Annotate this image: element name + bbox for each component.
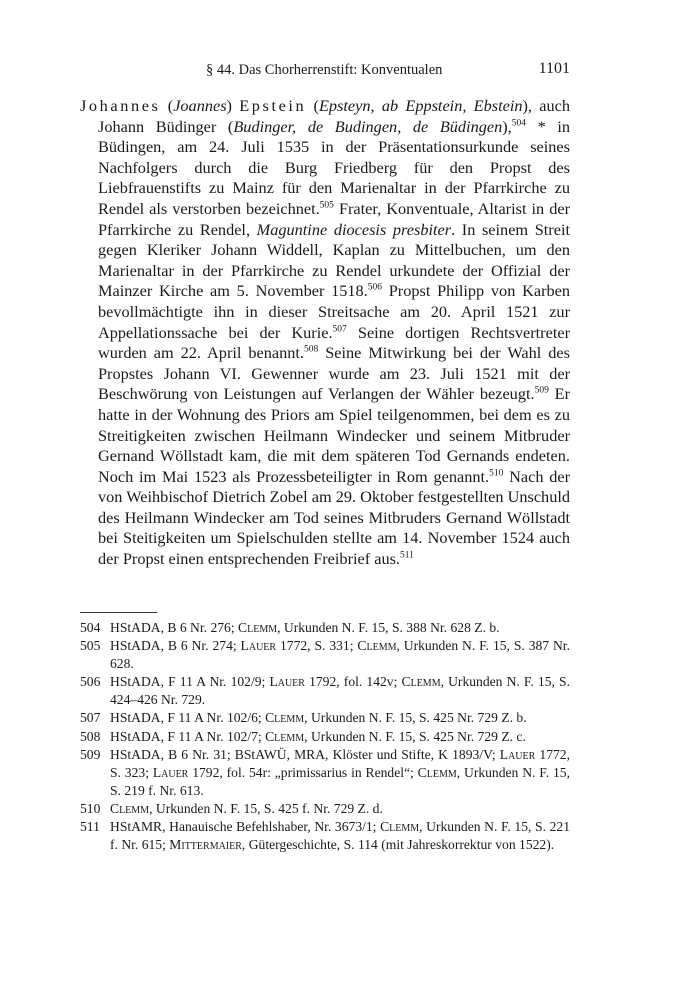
- footnote-item: 505 HStADA, B 6 Nr. 274; Lauer 1772, S. 331; Clemm, Urkunden N. F. 15, S. 387 Nr. 628.: [80, 638, 570, 672]
- footnote-item: 507 HStADA, F 11 A Nr. 102/6; Clemm, Urkunden N. F. 15, S. 425 Nr. 729 Z. b.: [80, 709, 570, 727]
- footnote-ref-507[interactable]: 507: [332, 324, 347, 335]
- footnote-number: 508: [80, 728, 101, 744]
- footnote-ref-504[interactable]: 504: [511, 118, 526, 129]
- footnote-number: 510: [80, 800, 101, 816]
- page-number: 1101: [538, 60, 570, 77]
- footnote-ref-505[interactable]: 505: [319, 200, 334, 211]
- footnote-ref-510[interactable]: 510: [489, 468, 504, 479]
- alias-variants: Budinger, de Budingen, de Büdingen: [233, 116, 503, 136]
- footnote-item: 509 HStADA, B 6 Nr. 31; BStAWÜ, MRA, Klöster und Stifte, K 1893/V; Lauer 1772, S. 323; Lauer 1792, fol. 54r: „primissarius in Rendel“; Clemm, Urkunden N. F. 15, S. 219 f. Nr. 613.: [80, 746, 570, 798]
- running-header: [80, 60, 570, 84]
- footnote-number: 509: [80, 746, 101, 762]
- footnote-ref-511[interactable]: 511: [400, 550, 414, 561]
- footnote-item: 506 HStADA, F 11 A Nr. 102/9; Lauer 1792, fol. 142v; Clemm, Urkunden N. F. 15, S. 424–426 Nr. 729.: [80, 674, 570, 708]
- footnote-number: 504: [80, 620, 101, 635]
- entry-surname: Epstein: [239, 96, 307, 115]
- footnote-number: 507: [80, 710, 101, 726]
- footnote-ref-506[interactable]: 506: [367, 282, 382, 293]
- footnotes: [80, 619, 570, 854]
- footnote-number: 505: [80, 638, 101, 654]
- footnote-item: 510 Clemm, Urkunden N. F. 15, S. 425 f. Nr. 729 Z. d.: [80, 800, 570, 818]
- footnote-divider: [80, 612, 157, 613]
- footnote-ref-508[interactable]: 508: [303, 344, 319, 355]
- entry-paragraph: Johannes (Joannes) Epstein (Epsteyn, ab Eppstein, Ebstein), auch Johann Büdinger (Budinger, de Budingen, de Büdingen),$^{504}$ * in Büdingen, am 24. Juli 1535 in der Präsentationsurkunde seines Nachfolgers durch die Burg Friedberg für den Propst des Liebfrauenstifts zu Mainz für den Marienaltar in der Pfarrkirche zu Rendel als verstorben bezeichnet.$^{505}$ Frater, Konventuale, Altarist in der Pfarrkirche zu Rendel, Maguntine diocesis presbiter. In seinem Streit gegen Kleriker Johann Widdell, Kaplan zu Mittelbuchen, um den Marienaltar in der Pfarrkirche zu Rendel urkundete der Offizial der Mainzer Kirche am 5. November 1518.$^{506}$ Propst Philipp von Karben bevollmächtigte ihn in dieser Streitsache am 20. April 1521 zur Appellationssache bei der Kurie.$^{507}$ Seine dortigen Rechtsvertreter wurden am 22. April benannt.$^{508}$ Seine Mitwirkung bei der Wahl des Propstes Johann VI. Gewenner wurde am 23. Juli 1521 mit der Beschwörung von Leistungen auf Verlangen der Wähler bezeugt.$^{509}$ Er hatte in der Wohnung des Priors am Spiel teilgenommen, bei dem es zu Streitigkeiten zwischen Heilmann Windecker und seinem Mitbruder Gernand Wöllstadt kam, die mit dem späteren Tod Gernands endeten. Noch im Mai 1523 als Prozessbeteiligter in Rom genannt.$^{510}$ Nach der von Weihbischof Dietrich Zobel am 29. Oktober festgestellten Unschuld des Heilmann Windecker am Tod seines Mitbruders Gernand Wöllstadt bei Steitigkeiten um Spielschulden stellte am 14. November 1524 auch der Propst einen entsprechenden Freibrief aus.$^{511}$: [80, 96, 571, 569]
- footnote-item: 504 HStADA, B 6 Nr. 276; Clemm, Urkunden N. F. 15, S. 388 Nr. 628 Z. b.: [80, 619, 570, 637]
- footnote-ref-509[interactable]: 509: [534, 385, 549, 396]
- italic-phrase: Maguntine diocesis presbiter: [256, 219, 452, 239]
- name-variant: Joannes: [173, 96, 227, 115]
- footnote-item: 511 HStAMR, Hanauische Befehlshaber, Nr. 3673/1; Clemm, Urkunden N. F. 15, S. 221 f. Nr. 615; Mittermaier, Gütergeschichte, S. 114 (mit Jahreskorrektur von 1522).: [80, 819, 570, 853]
- surname-variants: Epsteyn, ab Eppstein, Ebstein: [318, 96, 523, 115]
- running-title: § 44. Das Chorherrenstift: Konventualen: [206, 62, 443, 78]
- footnote-number: 511: [80, 819, 100, 835]
- footnote-number: 506: [80, 674, 101, 690]
- footnote-item: 508 HStADA, F 11 A Nr. 102/7; Clemm, Urkunden N. F. 15, S. 425 Nr. 729 Z. c.: [80, 728, 570, 746]
- entry-name: Johannes: [80, 96, 161, 115]
- main-text: [80, 96, 570, 570]
